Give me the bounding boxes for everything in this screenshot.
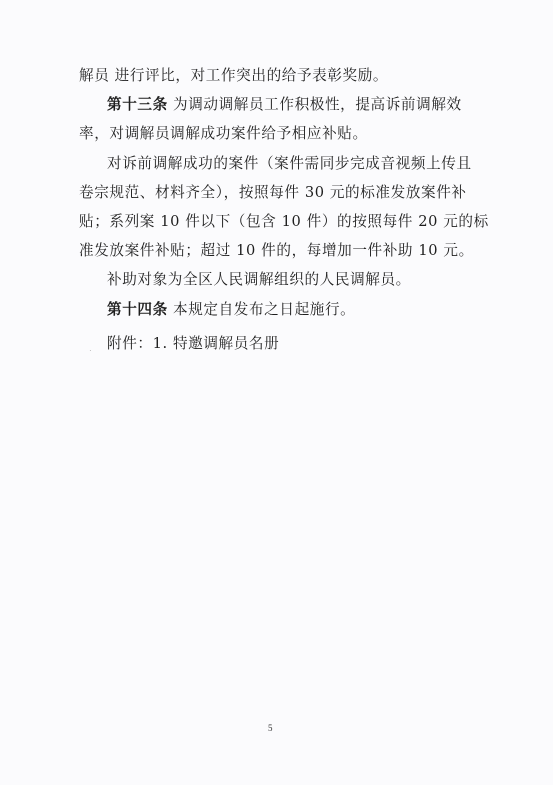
paragraph-line [107,154,472,174]
attachment-text: 附件：1. 特邀调解员名册 [107,335,280,352]
text: 本规定自发布之日起施行。 [167,301,356,318]
text: 补助对象为全区人民调解组织的人民调解员。 [107,271,411,288]
text: 为调动调解员工作积极性，提高诉前调解效 [167,96,462,113]
paragraph-line [79,212,489,232]
article-13-heading: 第十三条 [107,96,168,113]
paragraph-line [107,270,411,290]
attachment-line [107,334,279,354]
paragraph-line [79,241,474,261]
page-number: 5 [268,723,273,733]
text: 准发放案件补贴；超过 10 件的，每增加一件补助 10 元。 [79,242,474,259]
paragraph-line [79,183,467,203]
paragraph-line [79,124,368,144]
article-14-line [107,300,355,320]
text: 率，对调解员调解成功案件给予相应补贴。 [79,125,368,142]
scan-speck: · [89,346,92,355]
article-13-line [107,95,462,115]
text: 贴；系列案 10 件以下（包含 10 件）的按照每件 20 元的标 [79,213,489,230]
article-14-heading: 第十四条 [107,301,168,318]
text: 卷宗规范、材料齐全），按照每件 30 元的标准发放案件补 [79,184,467,201]
text: 解员 进行评比，对工作突出的给予表彰奖励。 [79,67,389,84]
paragraph-line [79,66,388,86]
text: 对诉前调解成功的案件（案件需同步完成音视频上传且 [107,155,472,172]
